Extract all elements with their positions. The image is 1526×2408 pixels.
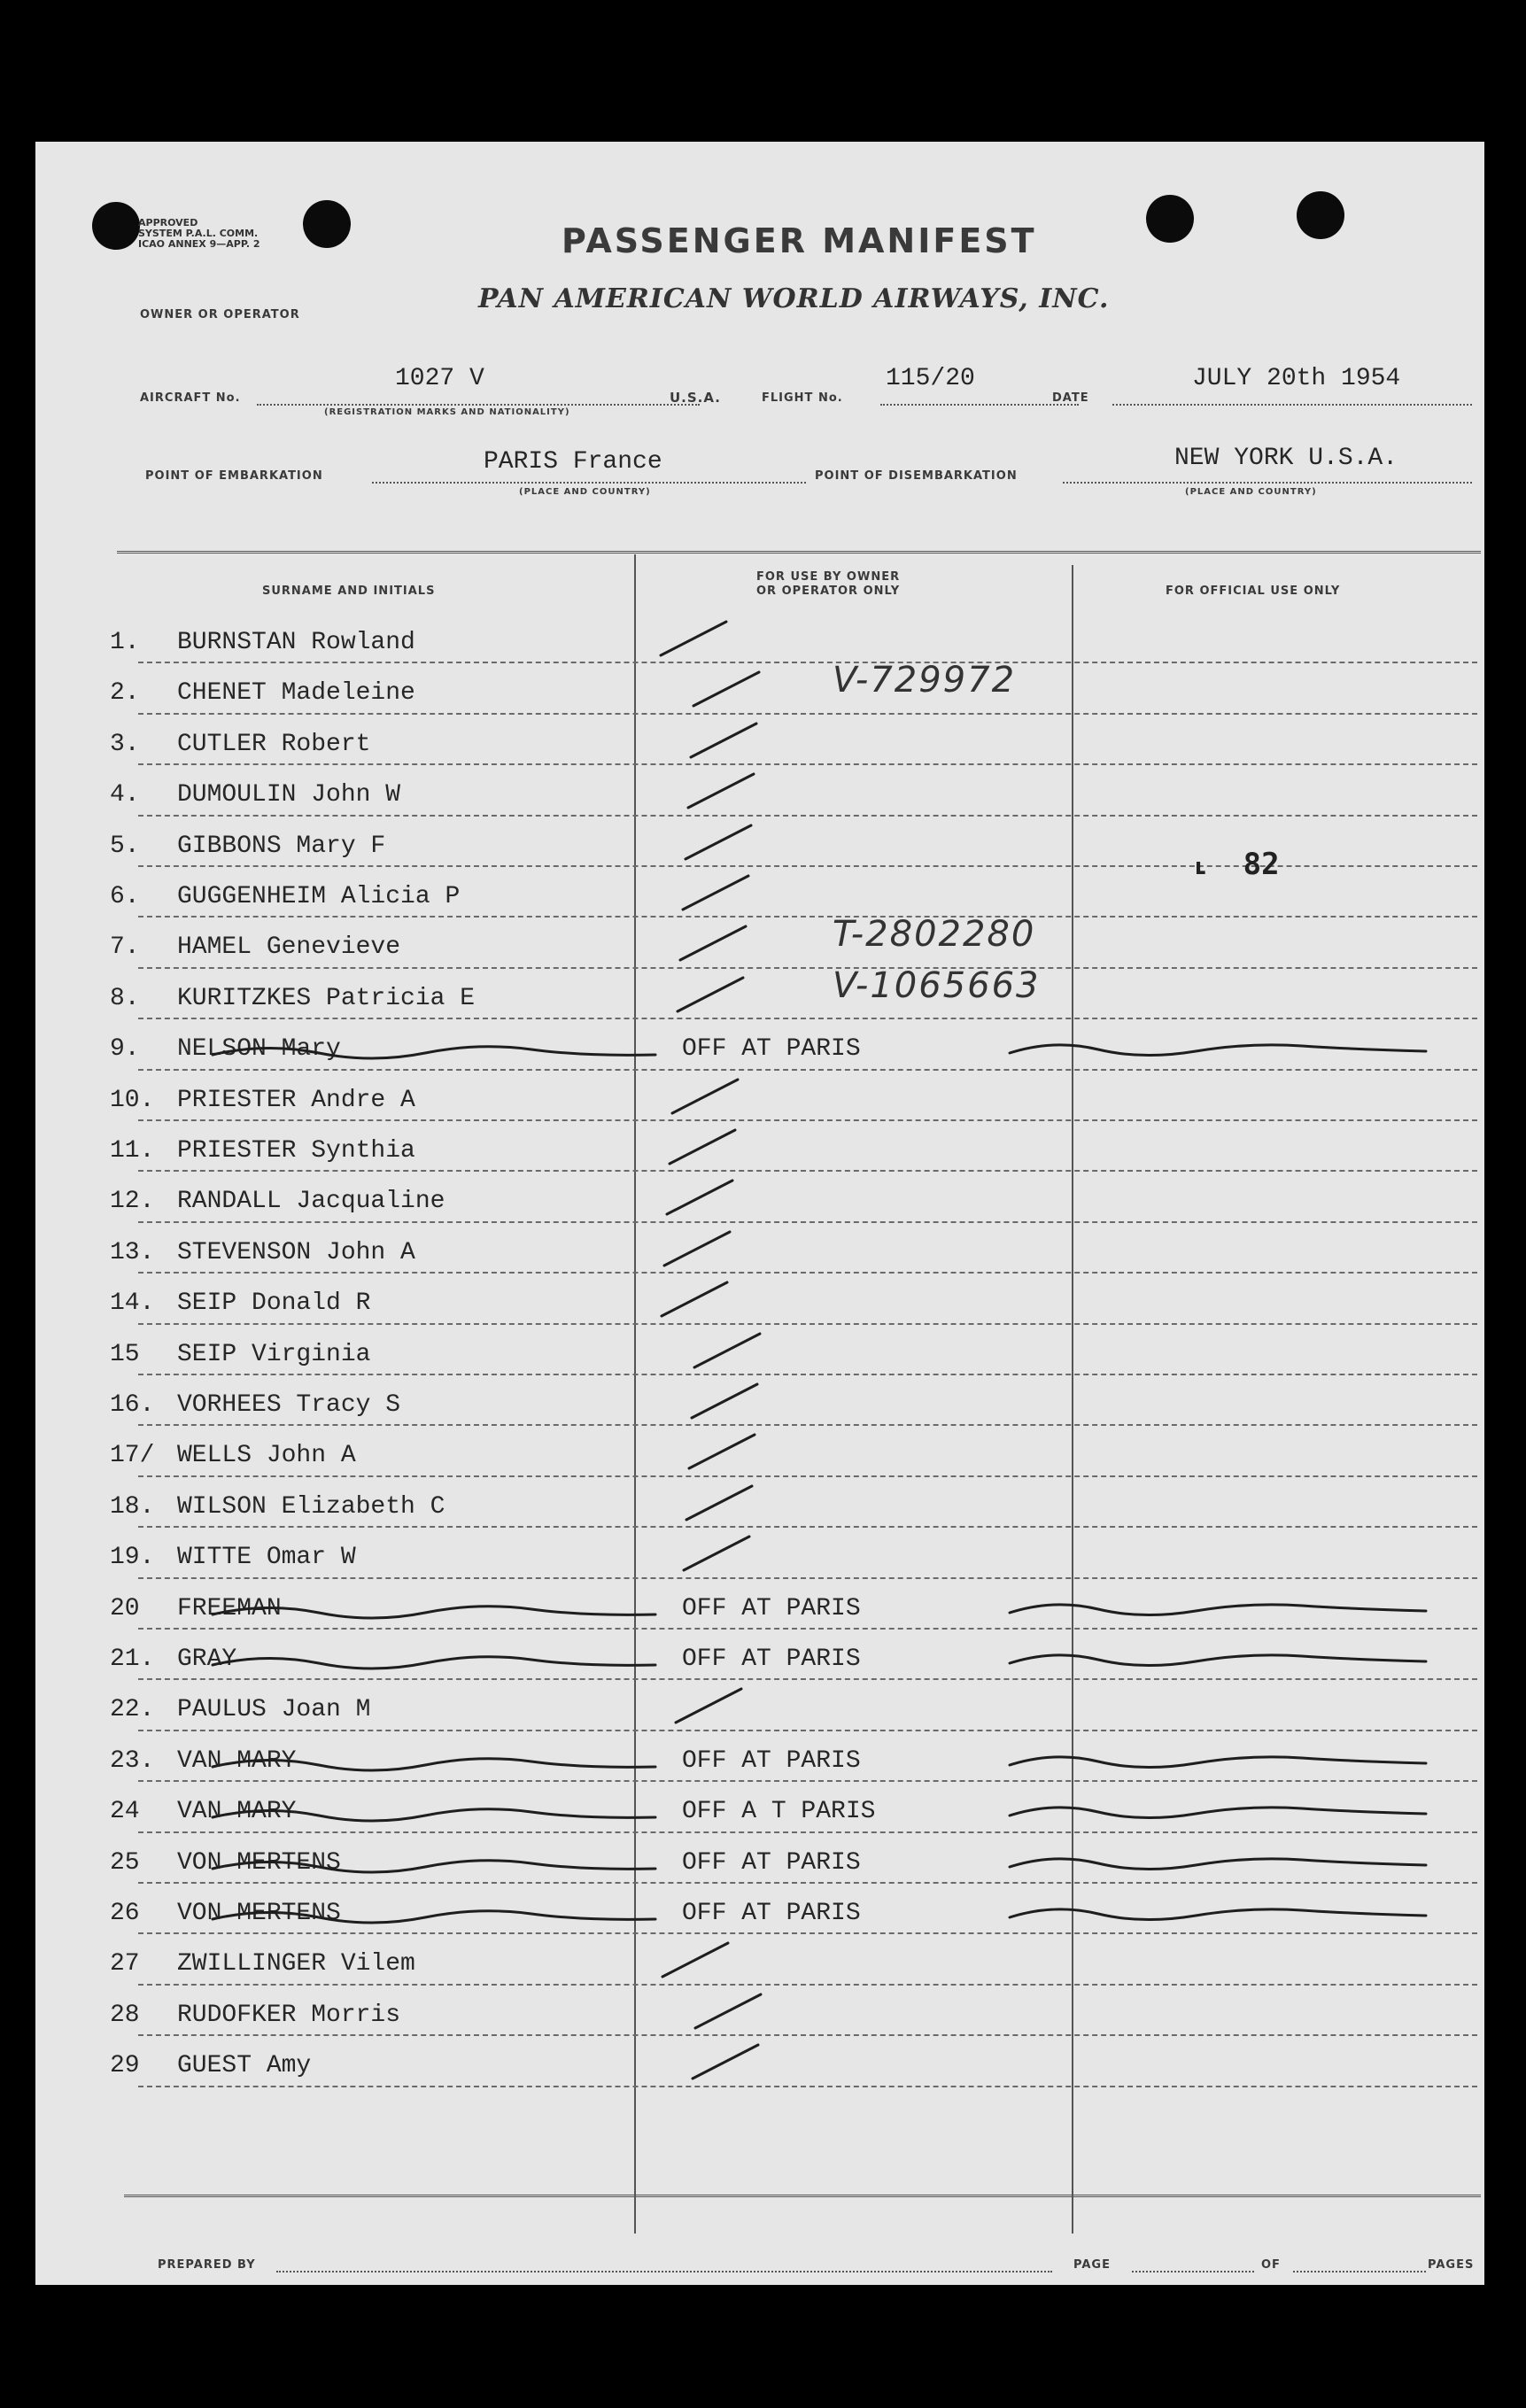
check-mark-icon <box>35 1684 1484 1735</box>
check-mark-icon <box>35 921 1484 972</box>
check-mark-icon <box>35 616 1484 668</box>
punch-hole-right-1 <box>1146 195 1194 243</box>
passenger-row <box>35 616 1484 668</box>
aircraft-value: 1027 V <box>395 365 484 392</box>
passenger-name: CHENET Madeleine <box>177 679 415 708</box>
check-stroke <box>695 1994 761 2028</box>
passenger-number: 16. <box>110 1391 155 1419</box>
row-rule <box>138 1882 1477 1884</box>
check-stroke <box>670 1130 735 1164</box>
check-stroke <box>693 2045 758 2079</box>
official-check-icon: ʟ <box>1194 854 1208 880</box>
passenger-name: CUTLER Robert <box>177 730 371 758</box>
row-rule <box>138 662 1477 663</box>
passenger-row <box>35 1023 1484 1074</box>
passenger-number: 9. <box>110 1035 140 1064</box>
passenger-name: PRIESTER Synthia <box>177 1137 415 1165</box>
passenger-row <box>35 2040 1484 2091</box>
passenger-row <box>35 660 1484 718</box>
passenger-number: 1. <box>110 629 140 656</box>
row-rule <box>138 2086 1477 2087</box>
passenger-row <box>35 1837 1484 1888</box>
row-rule <box>138 1424 1477 1426</box>
row-rule <box>138 1628 1477 1630</box>
passenger-number: 23. <box>110 1746 155 1775</box>
row-rule <box>138 1170 1477 1172</box>
row-rule <box>138 1932 1477 1934</box>
manifest-sheet <box>35 142 1484 2285</box>
strike-line <box>213 1604 1426 1617</box>
check-mark-icon <box>35 667 1484 718</box>
passenger-number: 3. <box>110 730 140 758</box>
check-mark-icon <box>35 1481 1484 1532</box>
passenger-number: 6. <box>110 883 140 910</box>
col-header-name: SURNAME AND INITIALS <box>262 585 436 598</box>
passenger-name: KURITZKES Patricia E <box>177 984 476 1012</box>
strike-mark <box>35 1837 1484 1888</box>
check-stroke <box>693 672 759 706</box>
row-rule <box>138 2034 1477 2036</box>
check-stroke <box>676 1689 741 1723</box>
official-mark <box>1194 847 1280 882</box>
passenger-name: WILSON Elizabeth C <box>177 1492 445 1521</box>
passenger-number: 15 <box>110 1340 140 1368</box>
passenger-number: 21. <box>110 1645 155 1673</box>
passenger-name: FREEMAN <box>177 1594 282 1622</box>
strike-line <box>213 1045 1426 1058</box>
stamp-line-1: APPROVED <box>138 217 198 228</box>
row-rule <box>138 763 1477 765</box>
check-stroke <box>686 1486 752 1520</box>
passport-number: V-729972 <box>833 660 1017 701</box>
check-mark-icon <box>35 972 1484 1024</box>
check-stroke <box>662 1282 727 1316</box>
passenger-name: GRAY <box>177 1645 237 1673</box>
passenger-name: SEIP Virginia <box>177 1340 371 1368</box>
status-note: OFF A T PARIS <box>682 1798 876 1826</box>
strike-mark <box>35 1785 1484 1837</box>
check-stroke <box>683 876 748 910</box>
passenger-number: 5. <box>110 832 140 860</box>
of-label: OF <box>1261 2258 1281 2272</box>
passenger-name: VAN MARY <box>177 1746 297 1775</box>
approval-stamp <box>138 218 260 250</box>
row-rule <box>138 1831 1477 1833</box>
check-mark-icon <box>35 1227 1484 1278</box>
strike-mark <box>35 1735 1484 1786</box>
passenger-name: DUMOULIN John W <box>177 781 401 809</box>
passenger-number: 22. <box>110 1696 155 1724</box>
passenger-name: NELSON Mary <box>177 1035 341 1064</box>
passenger-row <box>35 914 1484 972</box>
passenger-row <box>35 1277 1484 1328</box>
check-stroke <box>680 926 746 960</box>
table-top-rule <box>117 551 1481 554</box>
of-underline <box>1293 2271 1426 2273</box>
flight-value: 115/20 <box>886 365 975 392</box>
passenger-number: 18. <box>110 1492 155 1521</box>
flight-label: FLIGHT No. <box>762 391 843 405</box>
disembarkation-underline <box>1063 482 1472 484</box>
aircraft-underline <box>257 404 700 406</box>
check-mark-icon <box>35 1328 1484 1380</box>
nationality-value: U.S.A. <box>670 390 721 406</box>
status-note: OFF AT PARIS <box>682 1594 861 1622</box>
page-underline <box>1132 2271 1254 2273</box>
table-bottom-rule <box>124 2195 1481 2197</box>
passenger-number: 13. <box>110 1238 155 1266</box>
passenger-name: VON MERTENS <box>177 1900 341 1927</box>
row-rule <box>138 1475 1477 1477</box>
passenger-number: 8. <box>110 984 140 1012</box>
official-mark-value: 82 <box>1243 847 1280 882</box>
passenger-name: VON MERTENS <box>177 1848 341 1877</box>
row-rule <box>138 1577 1477 1579</box>
passenger-number: 25 <box>110 1848 140 1877</box>
passenger-row <box>35 1633 1484 1684</box>
check-mark-icon <box>35 1175 1484 1227</box>
check-mark-icon <box>35 1938 1484 1989</box>
row-rule <box>138 967 1477 969</box>
passenger-row <box>35 1227 1484 1278</box>
check-mark-icon <box>35 718 1484 770</box>
check-stroke <box>664 1232 730 1266</box>
passenger-name: PRIESTER Andre A <box>177 1086 415 1114</box>
passenger-row <box>35 1989 1484 2040</box>
disembarkation-caption: (PLACE AND COUNTRY) <box>1185 487 1317 497</box>
row-rule <box>138 1780 1477 1782</box>
col-header-owner-1: FOR USE BY OWNER <box>756 570 901 584</box>
page-title: PASSENGER MANIFEST <box>562 221 1037 260</box>
passenger-number: 27 <box>110 1950 140 1978</box>
row-rule <box>138 1984 1477 1986</box>
check-stroke <box>692 1384 757 1418</box>
passenger-number: 24 <box>110 1798 140 1826</box>
date-underline <box>1112 404 1472 406</box>
passenger-number: 2. <box>110 679 140 708</box>
passenger-number: 4. <box>110 781 140 809</box>
page-label: PAGE <box>1073 2258 1111 2272</box>
check-stroke <box>678 978 743 1011</box>
row-rule <box>138 1221 1477 1223</box>
prepared-by-underline <box>276 2271 1052 2273</box>
embarkation-caption: (PLACE AND COUNTRY) <box>519 487 651 497</box>
punch-hole-left-1 <box>92 202 140 250</box>
check-stroke <box>689 1435 755 1468</box>
pages-label: PAGES <box>1428 2258 1475 2272</box>
passenger-name: PAULUS Joan M <box>177 1696 371 1724</box>
check-mark-icon <box>35 1429 1484 1481</box>
passenger-name: SEIP Donald R <box>177 1289 371 1318</box>
strike-mark <box>35 1583 1484 1634</box>
check-mark-icon <box>35 1125 1484 1176</box>
passenger-number: 26 <box>110 1900 140 1927</box>
stamp-line-3: ICAO ANNEX 9—APP. 2 <box>138 238 260 250</box>
row-rule <box>138 1323 1477 1325</box>
check-mark-icon <box>35 1277 1484 1328</box>
passenger-number: 11. <box>110 1137 155 1165</box>
prepared-by-label: PREPARED BY <box>158 2258 256 2272</box>
check-stroke <box>694 1334 760 1367</box>
passenger-name: GUGGENHEIM Alicia P <box>177 883 461 910</box>
passport-number: T-2802280 <box>833 914 1036 956</box>
strike-mark <box>35 1633 1484 1684</box>
passenger-name: WELLS John A <box>177 1442 356 1470</box>
stamp-line-2: SYSTEM P.A.L. COMM. <box>138 228 259 239</box>
passenger-name: HAMEL Genevieve <box>177 933 401 962</box>
passenger-name: RUDOFKER Morris <box>177 2001 401 2029</box>
status-note: OFF AT PARIS <box>682 1035 861 1064</box>
passenger-row <box>35 1531 1484 1583</box>
strike-mark <box>35 1023 1484 1074</box>
check-mark-icon <box>35 1379 1484 1430</box>
passenger-row <box>35 1583 1484 1634</box>
row-rule <box>138 916 1477 918</box>
row-rule <box>138 1119 1477 1121</box>
row-rule <box>138 1678 1477 1680</box>
passenger-number: 7. <box>110 933 140 962</box>
row-rule <box>138 1526 1477 1528</box>
passenger-number: 14. <box>110 1289 155 1318</box>
col-header-owner-2: OR OPERATOR ONLY <box>756 585 901 598</box>
row-rule <box>138 1018 1477 1019</box>
embarkation-value: PARIS France <box>484 448 662 476</box>
embarkation-underline <box>372 482 806 484</box>
registration-caption: (REGISTRATION MARKS AND NATIONALITY) <box>324 407 570 417</box>
passenger-number: 12. <box>110 1188 155 1216</box>
check-mark-icon <box>35 1074 1484 1126</box>
passenger-row <box>35 1074 1484 1126</box>
passenger-row <box>35 1938 1484 1989</box>
status-note: OFF AT PARIS <box>682 1848 861 1877</box>
strike-line <box>213 1655 1426 1669</box>
status-note: OFF AT PARIS <box>682 1900 861 1927</box>
check-stroke <box>686 825 751 859</box>
punch-hole-left-2 <box>303 200 351 248</box>
check-stroke <box>691 724 756 757</box>
passenger-number: 10. <box>110 1086 155 1114</box>
passenger-name: BURNSTAN Rowland <box>177 629 415 656</box>
passenger-row <box>35 1481 1484 1532</box>
passenger-number: 19. <box>110 1544 155 1572</box>
passenger-number: 29 <box>110 2052 140 2080</box>
passenger-row <box>35 1175 1484 1227</box>
col-header-official: FOR OFFICIAL USE ONLY <box>1166 585 1341 598</box>
row-rule <box>138 713 1477 715</box>
passenger-row <box>35 1379 1484 1430</box>
flight-underline <box>880 404 1079 406</box>
owner-label: OWNER OR OPERATOR <box>140 308 300 321</box>
check-stroke <box>688 774 754 808</box>
check-mark-icon <box>35 2040 1484 2091</box>
check-stroke <box>684 1537 749 1570</box>
passenger-row <box>35 1735 1484 1786</box>
passenger-row <box>35 1684 1484 1735</box>
passenger-name: GUEST Amy <box>177 2052 312 2080</box>
passenger-row <box>35 1429 1484 1481</box>
check-mark-icon <box>35 1531 1484 1583</box>
passenger-name: STEVENSON John A <box>177 1238 415 1266</box>
strike-line <box>213 1909 1426 1923</box>
strike-line <box>213 1757 1426 1770</box>
row-rule <box>138 1374 1477 1375</box>
date-label: DATE <box>1052 391 1089 405</box>
passenger-number: 28 <box>110 2001 140 2029</box>
date-value: JULY 20th 1954 <box>1192 365 1401 392</box>
passenger-row <box>35 964 1484 1024</box>
passenger-row <box>35 1125 1484 1176</box>
passenger-row <box>35 1328 1484 1380</box>
strike-line <box>213 1858 1426 1871</box>
check-stroke <box>672 1080 738 1113</box>
passenger-row <box>35 1887 1484 1939</box>
passenger-name: RANDALL Jacqualine <box>177 1188 445 1216</box>
status-note: OFF AT PARIS <box>682 1645 861 1673</box>
check-stroke <box>661 622 726 655</box>
check-mark-icon <box>35 769 1484 820</box>
strike-mark <box>35 1887 1484 1939</box>
passenger-number: 20 <box>110 1594 140 1622</box>
passport-number: V-1065663 <box>833 964 1041 1006</box>
passenger-row <box>35 769 1484 820</box>
row-rule <box>138 1069 1477 1071</box>
passenger-name: GIBBONS Mary F <box>177 832 386 860</box>
passenger-name: VAN MARY <box>177 1798 297 1826</box>
passenger-row <box>35 718 1484 770</box>
passenger-number: 17/ <box>110 1442 155 1470</box>
disembarkation-value: NEW YORK U.S.A. <box>1174 445 1398 472</box>
strike-line <box>213 1808 1426 1821</box>
embarkation-label: POINT OF EMBARKATION <box>145 469 323 483</box>
status-note: OFF AT PARIS <box>682 1746 861 1775</box>
passenger-name: WITTE Omar W <box>177 1544 356 1572</box>
row-rule <box>138 1272 1477 1274</box>
passenger-row <box>35 1785 1484 1837</box>
disembarkation-label: POINT OF DISEMBARKATION <box>815 469 1018 483</box>
row-rule <box>138 815 1477 817</box>
check-mark-icon <box>35 1989 1484 2040</box>
passenger-name: ZWILLINGER Vilem <box>177 1950 415 1978</box>
aircraft-label: AIRCRAFT No. <box>140 391 241 405</box>
company-name: PAN AMERICAN WORLD AIRWAYS, INC. <box>478 283 1110 314</box>
passenger-name: VORHEES Tracy S <box>177 1391 401 1419</box>
check-stroke <box>667 1181 732 1214</box>
row-rule <box>138 1730 1477 1731</box>
check-stroke <box>662 1943 728 1977</box>
punch-hole-right-2 <box>1297 191 1344 239</box>
